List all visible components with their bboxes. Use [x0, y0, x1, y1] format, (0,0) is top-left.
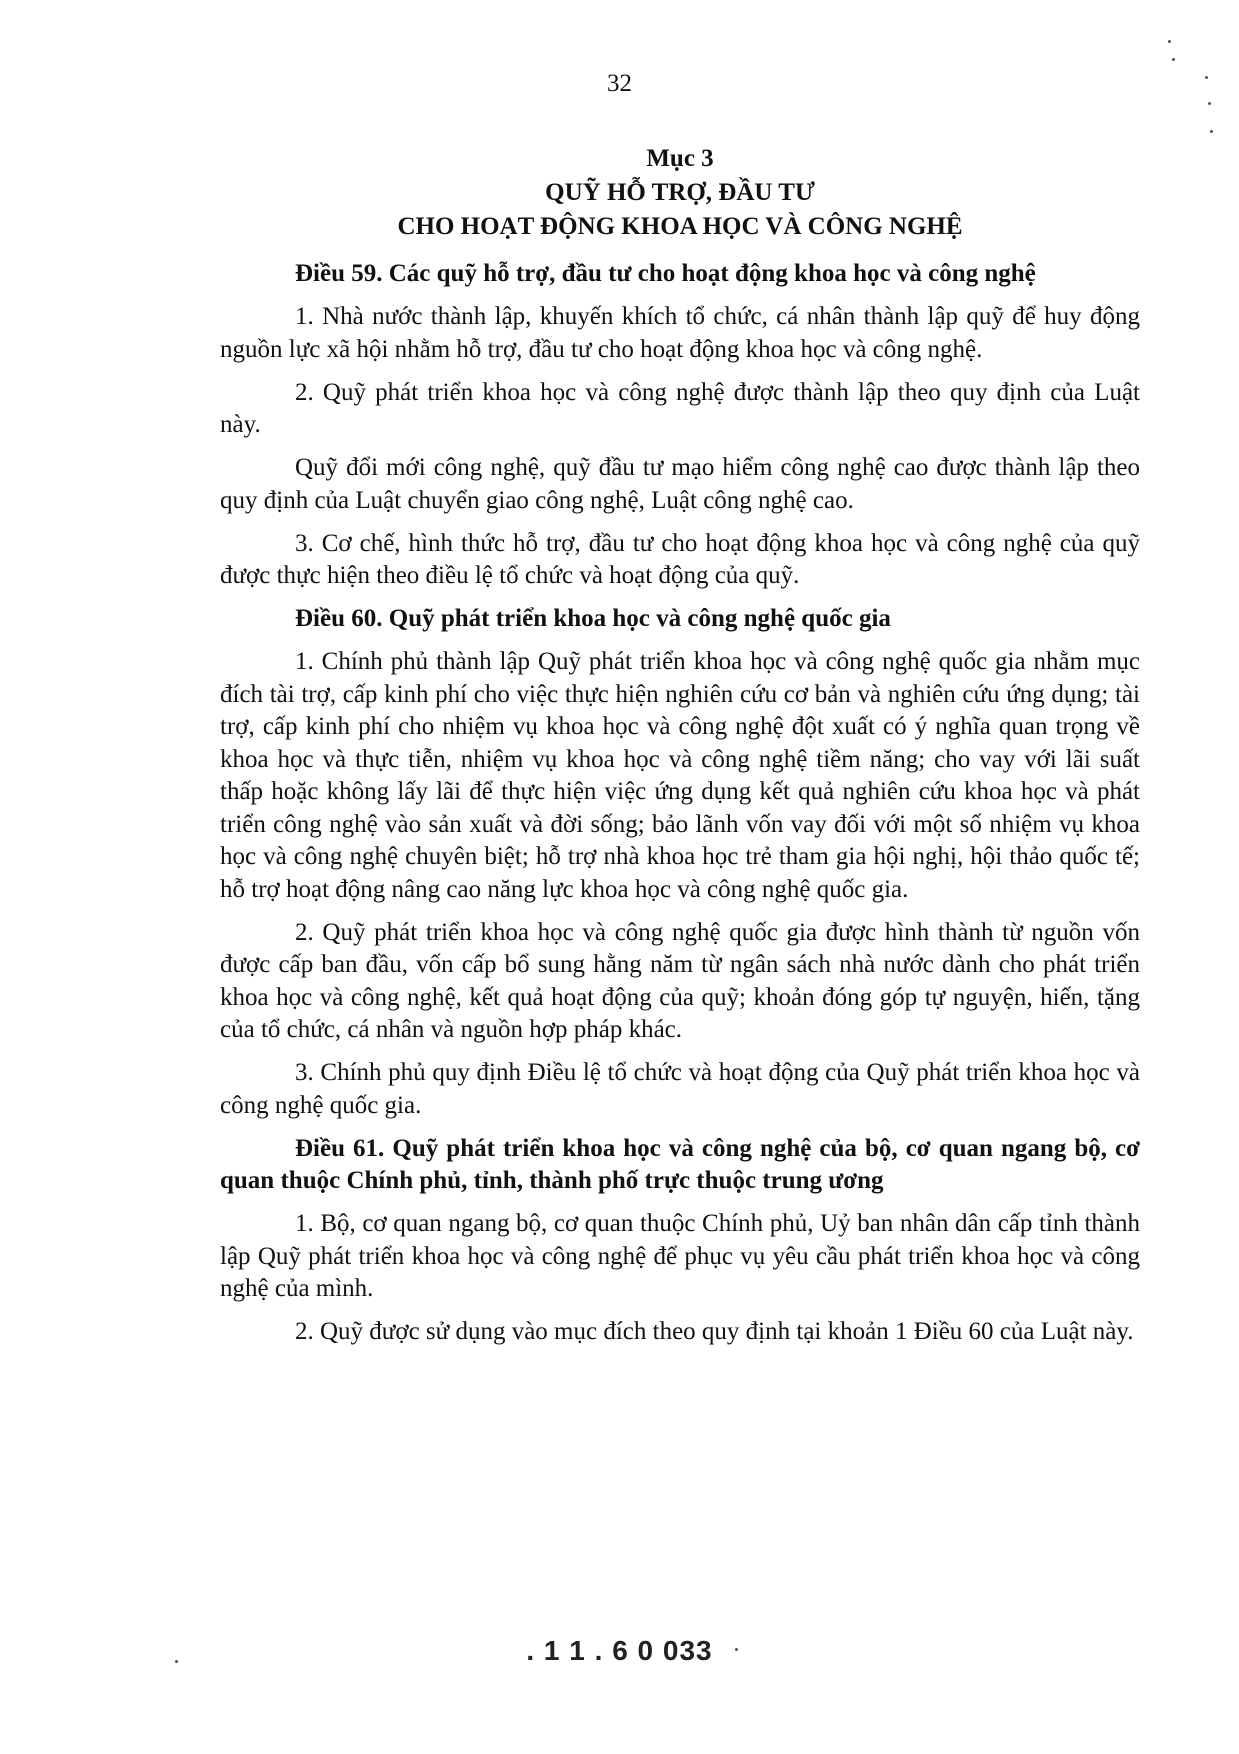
scan-speck — [735, 1648, 738, 1651]
page-number: 32 — [607, 70, 632, 97]
article-60-clause-1: 1. Chính phủ thành lập Quỹ phát triển khoa học và công nghệ quốc gia nhằm mục đích tài trợ, cấp kinh phí cho việc thực hiện nghiên cứu cơ bản và nghiên cứu ứng dụng; tài trợ, cấp kinh phí cho nhiệm vụ khoa học và công nghệ đột xuất có ý nghĩa quan trọng về khoa học và thực tiễn, nhiệm vụ khoa học và công nghệ tiềm năng; cho vay với lãi suất thấp hoặc không lấy lãi để thực hiện việc ứng dụng kết quả nghiên cứu khoa học và phát triển công nghệ vào sản xuất và đời sống; bảo lãnh vốn vay đối với một số nhiệm vụ khoa học và công nghệ chuyên biệt; hỗ trợ nhà khoa học trẻ tham gia hội nghị, hội thảo quốc tế; hỗ trợ hoạt động nâng cao năng lực khoa học và công nghệ quốc gia. — [220, 648, 1140, 903]
scan-speck — [1205, 76, 1208, 79]
section-title-line-1: QUỸ HỖ TRỢ, ĐẦU TƯ — [545, 179, 815, 206]
section-title-line-2: CHO HOẠT ĐỘNG KHOA HỌC VÀ CÔNG NGHỆ — [397, 213, 963, 240]
scan-speck — [1168, 40, 1171, 43]
document-body — [220, 258, 1140, 1359]
article-59-clause-3: 3. Cơ chế, hình thức hỗ trợ, đầu tư cho hoạt động khoa học và công nghệ của quỹ được thực hiện theo điều lệ tổ chức và hoạt động của quỹ. — [220, 529, 1140, 589]
scan-speck — [175, 1660, 178, 1663]
article-59-clause-2-continued: Quỹ đổi mới công nghệ, quỹ đầu tư mạo hiểm công nghệ cao được thành lập theo quy định của Luật chuyển giao công nghệ, Luật công nghệ cao. — [220, 454, 1140, 514]
scan-speck — [1208, 102, 1211, 105]
page-stamp: . 1 1 . 6 0 033 — [526, 1635, 713, 1666]
article-59-clause-2: 2. Quỹ phát triển khoa học và công nghệ được thành lập theo quy định của Luật này. — [220, 378, 1140, 438]
section-label: Mục 3 — [646, 145, 714, 172]
scan-speck — [1172, 58, 1175, 61]
article-61-clause-2: 2. Quỹ được sử dụng vào mục đích theo quy định tại khoản 1 Điều 60 của Luật này. — [295, 1318, 1134, 1345]
article-61-title: Điều 61. Quỹ phát triển khoa học và công nghệ của bộ, cơ quan ngang bộ, cơ quan thuộc Chính phủ, tỉnh, thành phố trực thuộc trung ương — [220, 1134, 1140, 1194]
article-60-clause-2: 2. Quỹ phát triển khoa học và công nghệ quốc gia được hình thành từ nguồn vốn được cấp ban đầu, vốn cấp bổ sung hằng năm từ ngân sách nhà nước dành cho phát triển khoa học và công nghệ, kết quả hoạt động của quỹ; khoản đóng góp tự nguyện, hiến, tặng của tổ chức, cá nhân và nguồn hợp pháp khác. — [220, 918, 1140, 1043]
article-60-clause-3: 3. Chính phủ quy định Điều lệ tổ chức và hoạt động của Quỹ phát triển khoa học và công nghệ quốc gia. — [220, 1059, 1140, 1119]
article-59-clause-1: 1. Nhà nước thành lập, khuyến khích tổ chức, cá nhân thành lập quỹ để huy động nguồn lực xã hội nhằm hỗ trợ, đầu tư cho hoạt động khoa học và công nghệ. — [220, 303, 1140, 363]
article-61-clause-1: 1. Bộ, cơ quan ngang bộ, cơ quan thuộc Chính phủ, Uỷ ban nhân dân cấp tỉnh thành lập Quỹ phát triển khoa học và công nghệ để phục vụ yêu cầu phát triển khoa học và công nghệ của mình. — [220, 1210, 1140, 1302]
article-59-title: Điều 59. Các quỹ hỗ trợ, đầu tư cho hoạt động khoa học và công nghệ — [295, 260, 1036, 287]
article-60-title: Điều 60. Quỹ phát triển khoa học và công nghệ quốc gia — [295, 605, 891, 632]
scan-speck — [1210, 130, 1213, 133]
section-heading — [220, 142, 1140, 244]
